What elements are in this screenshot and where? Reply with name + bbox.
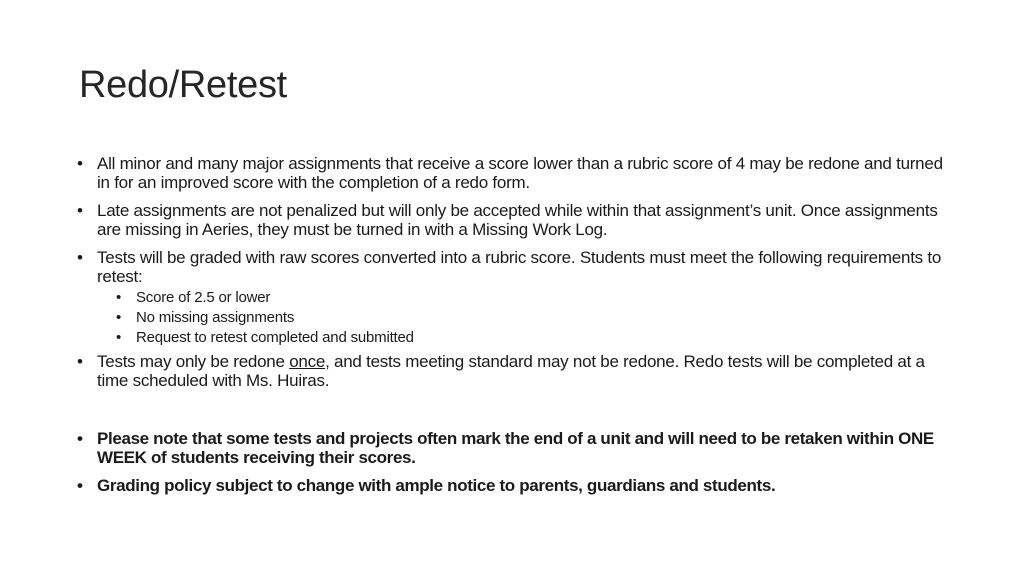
- bullet-dot: •: [116, 289, 122, 306]
- bullet-dot: •: [77, 476, 83, 495]
- underlined-once: once: [289, 352, 326, 371]
- sub-bullet-text: Request to retest completed and submitted: [136, 329, 414, 346]
- bullet-text: Tests will be graded with raw scores converted into a rubric score. Students must meet the following requirements to retest:: [97, 248, 942, 286]
- bullet-text-after: , and tests meeting standard may not be redone. Redo tests will be completed at a time scheduled with Ms. Huiras.: [97, 352, 925, 390]
- bullet-dot: •: [77, 352, 83, 371]
- sub-bullet-text: No missing assignments: [136, 309, 295, 326]
- sub-bullet-text: Score of 2.5 or lower: [136, 289, 271, 306]
- bullet-redo-assignments: [76, 154, 956, 192]
- bullet-dot: •: [77, 248, 83, 267]
- bullet-redo-once: [76, 352, 956, 390]
- bullet-policy-change: [76, 476, 956, 495]
- retest-requirements-list: [76, 288, 956, 348]
- bullet-text: All minor and many major assignments that receive a score lower than a rubric score of 4 may be redone and turned in for an improved score with the completion of a redo form.: [97, 154, 943, 192]
- bullet-dot: •: [77, 154, 83, 173]
- bullet-dot: •: [77, 429, 83, 448]
- bullet-note-retake: [76, 429, 956, 467]
- bullet-dot: •: [116, 329, 122, 346]
- sub-bullet-request: [76, 328, 956, 348]
- bullet-text-before: Tests may only be redone: [97, 352, 290, 371]
- bullet-text: Please note that some tests and projects often mark the end of a unit and will need to be retaken within ONE WEEK of students receiving their scores.: [97, 429, 934, 467]
- bullet-late-assignments: [76, 201, 956, 239]
- bullet-text: Grading policy subject to change with ample notice to parents, guardians and students.: [97, 476, 776, 495]
- spacer: [76, 399, 956, 429]
- bullet-tests-graded: [76, 248, 956, 286]
- sub-bullet-missing: [76, 308, 956, 328]
- bullet-text: Late assignments are not penalized but will only be accepted while within that assignment’s unit. Once assignments are missing in Aeries, they must be turned in with a Missing Work Log.: [97, 201, 938, 239]
- slide-content: [76, 154, 956, 504]
- bullet-dot: •: [116, 309, 122, 326]
- sub-bullet-score: [76, 288, 956, 308]
- slide-title: Redo/Retest: [79, 64, 287, 106]
- bullet-dot: •: [77, 201, 83, 220]
